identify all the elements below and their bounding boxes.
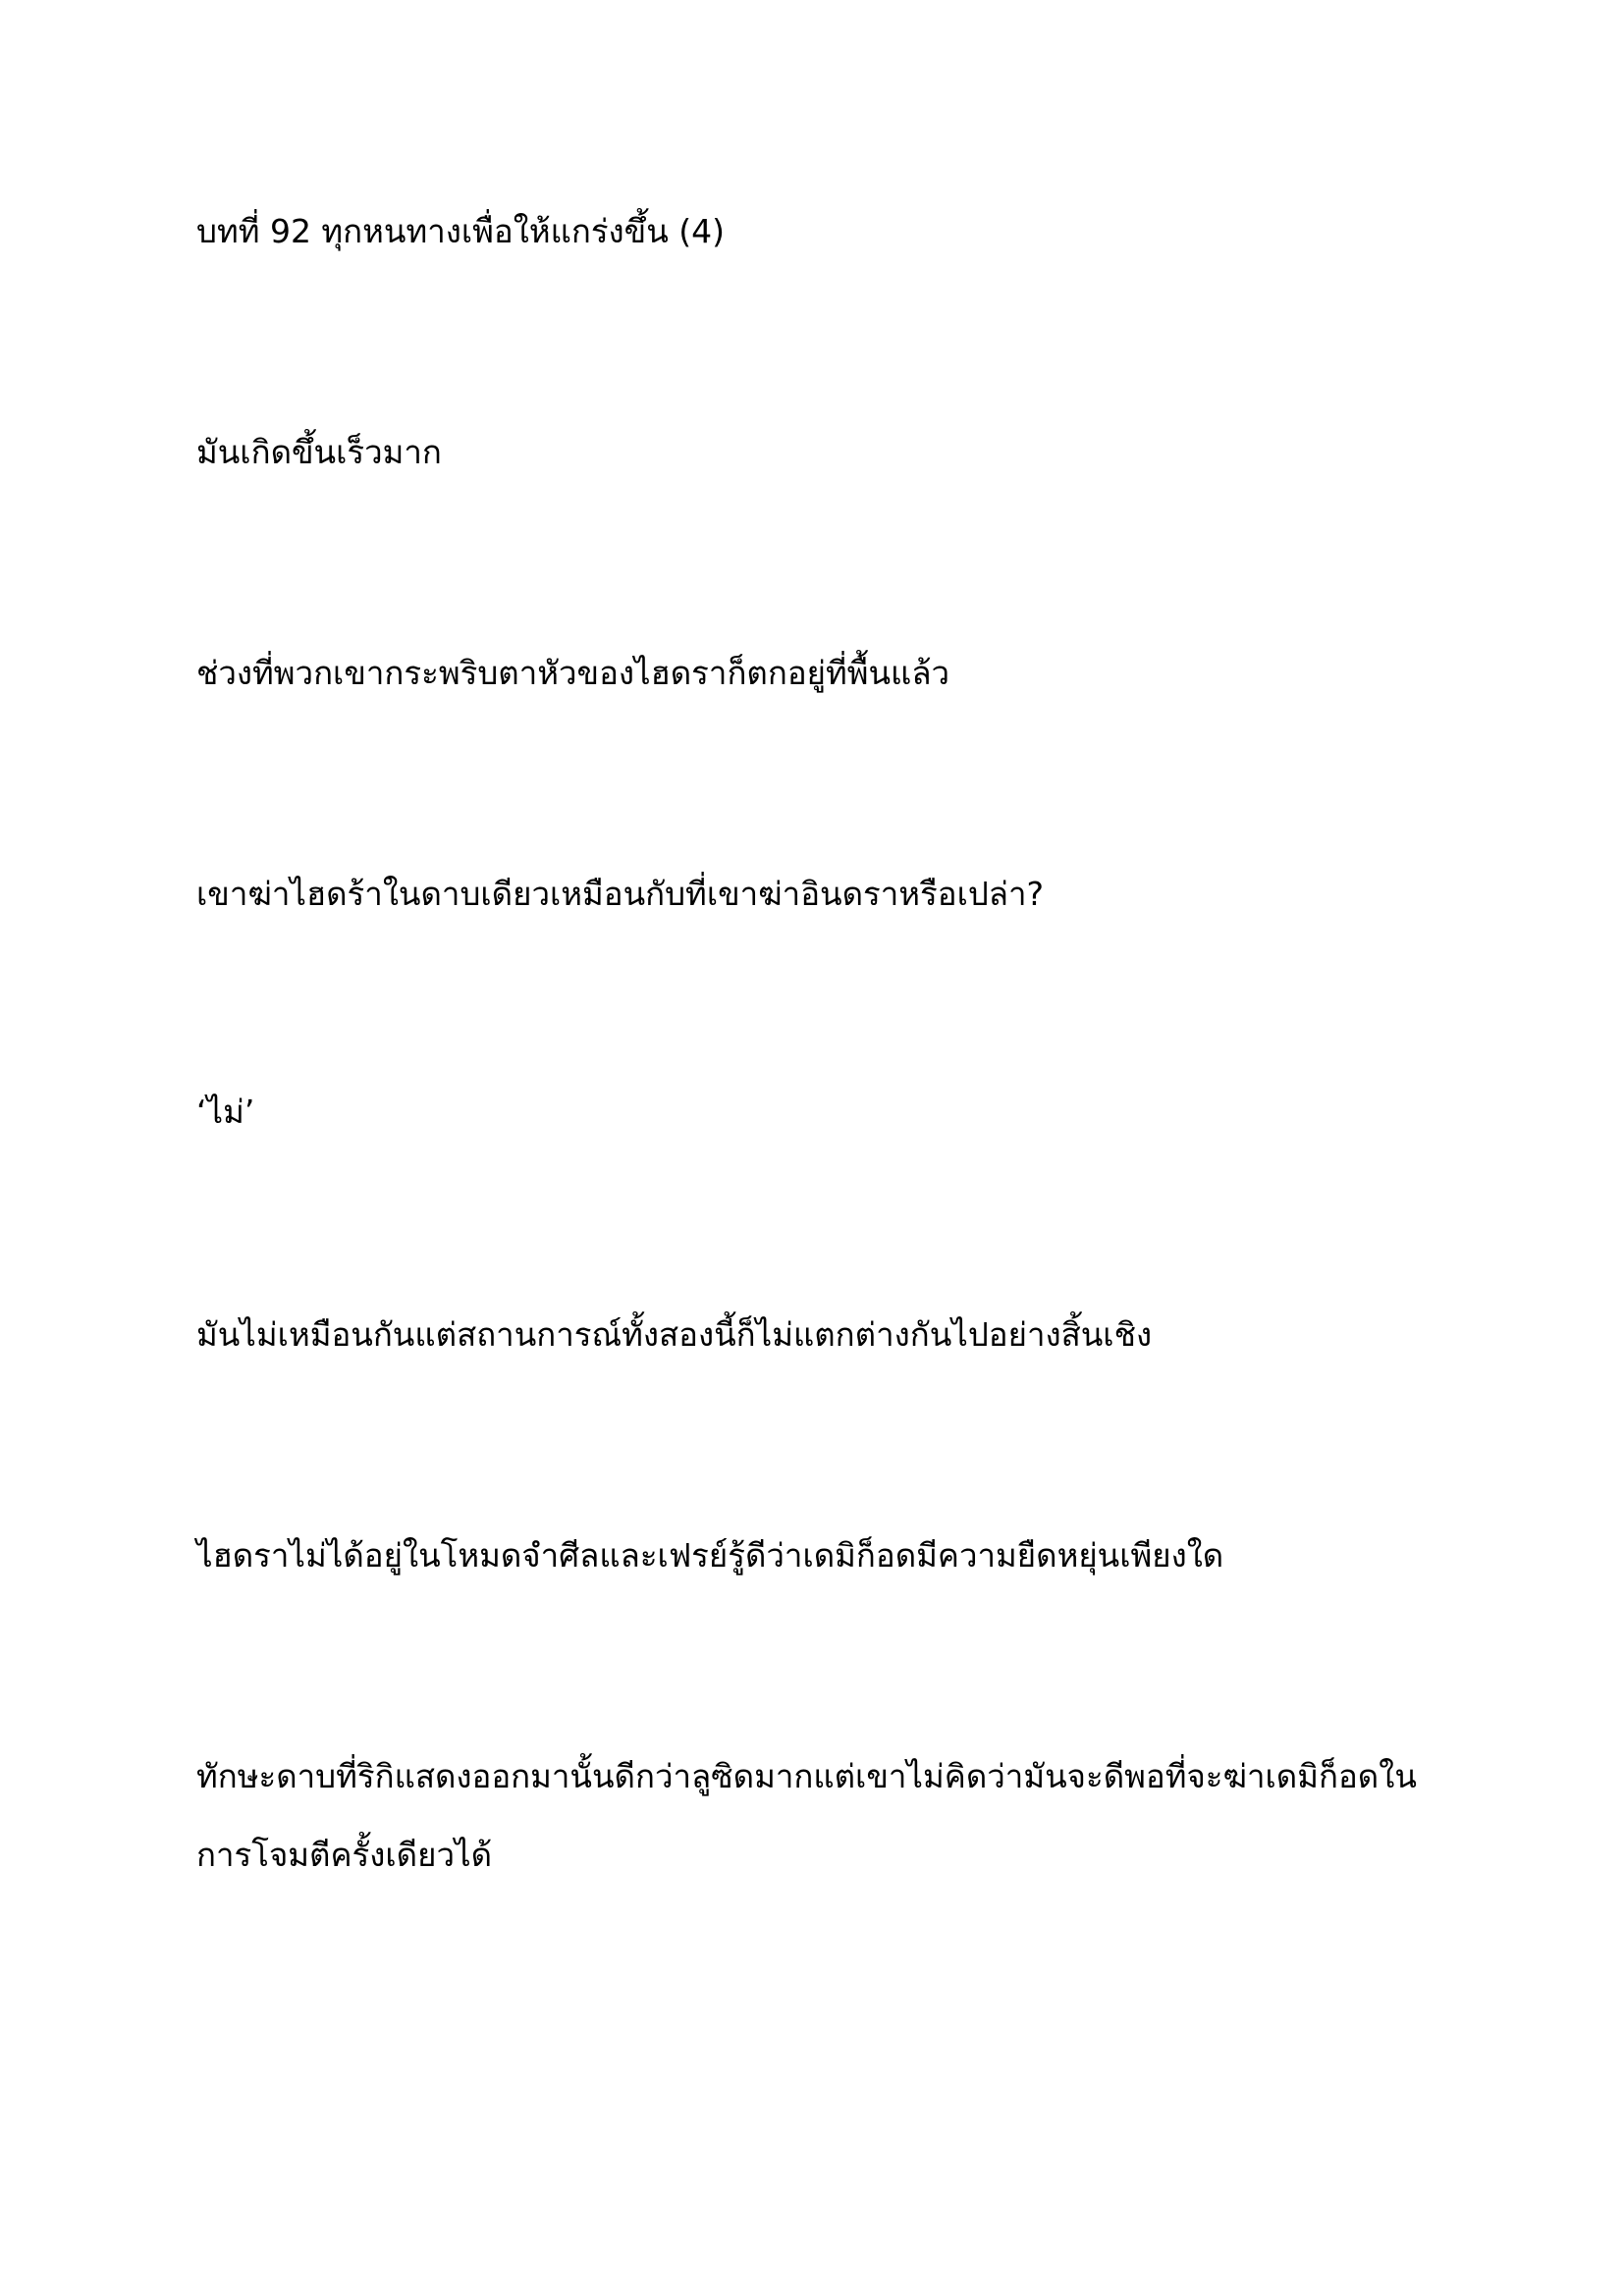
paragraph: ช่วงที่พวกเขากระพริบตาหัวของไฮดราก็ตกอยู่ที่พื้นแล้ว: [196, 654, 950, 692]
paragraph: ไฮดราไม่ได้อยู่ในโหมดจำศีลและเฟรย์รู้ดีว่าเดมิก็อดมีความยืดหยุ่นเพียงใด: [196, 1536, 1224, 1575]
paragraph: ‘ไม่’: [196, 1093, 255, 1131]
chapter-title: บทที่ 92 ทุกหนทางเพื่อให้แกร่งขึ้น (4): [196, 212, 726, 250]
paragraph: มันไม่เหมือนกันแต่สถานการณ์ทั้งสองนี้ก็ไม่แตกต่างกันไปอย่างสิ้นเชิง: [196, 1315, 1153, 1354]
paragraph: เขาฆ่าไฮดร้าในดาบเดียวเหมือนกับที่เขาฆ่าอินดราหรือเปล่า?: [196, 875, 1045, 913]
paragraph: มันเกิดขึ้นเร็วมาก: [196, 433, 442, 471]
paragraph: ทักษะดาบที่ริกิแสดงออกมานั้นดีกว่าลูซิดมากแต่เขาไม่คิดว่ามันจะดีพอที่จะฆ่าเดมิก็อดในการโจมตีครั้งเดียวได้: [196, 1757, 1417, 1874]
